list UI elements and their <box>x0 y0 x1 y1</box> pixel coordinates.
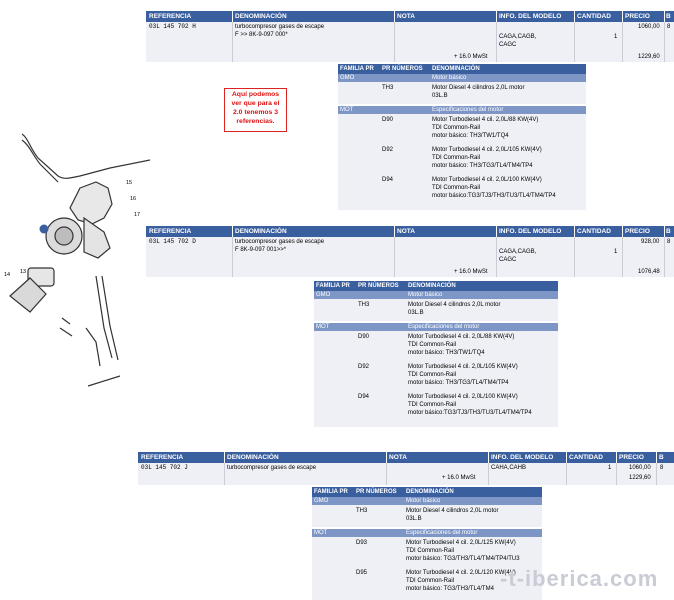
col-referencia: REFERENCIA <box>149 13 192 20</box>
reference-number[interactable]: 03L 145 702 J <box>141 464 188 471</box>
pr-desc: motor básico:TG3/TJ3/TH3/TU3/TL4/TM4/TP4 <box>432 193 556 199</box>
pr-desc: motor básico: TH3/TW1/TQ4 <box>432 133 509 139</box>
family-gmo: GMO <box>316 292 331 298</box>
table1-engine-subtable <box>338 64 586 210</box>
col-familia-pr: FAMILIA PR <box>316 283 350 289</box>
band-title: Motor básico <box>406 498 441 504</box>
price-total: 1229,60 <box>638 54 660 60</box>
pr-desc: TDI Common-Rail <box>408 342 457 348</box>
pr-code: D94 <box>382 177 394 183</box>
pr-desc: 03L.B <box>432 93 448 99</box>
model-info: CAHA,CAHB <box>491 465 527 471</box>
quantity: 1 <box>614 249 618 255</box>
table2-engine-subtable <box>314 281 558 427</box>
pr-desc: TDI Common-Rail <box>408 402 457 408</box>
col-b: B <box>666 13 671 20</box>
reference-number[interactable]: 03L 145 702 H <box>149 23 196 30</box>
col-denominacion: DENOMINACIÓN <box>227 454 279 461</box>
price: 1060,00 <box>629 465 651 471</box>
col-familia-pr: FAMILIA PR <box>340 66 374 72</box>
table2-header <box>146 226 674 237</box>
pr-desc: motor básico: TG3/TH3/TL4/TM4/TP4/TU3 <box>406 556 520 562</box>
col-pr-numeros: PR NÚMEROS <box>356 489 397 495</box>
denomination: turbocompresor gases de escape <box>235 24 325 30</box>
model-info: CAGA,CAGB, <box>499 249 537 255</box>
turbocharger-exploded-diagram <box>0 128 150 390</box>
family-mot: MOT <box>340 107 354 113</box>
col-nota: NOTA <box>397 228 415 235</box>
b-flag: 8 <box>667 239 671 245</box>
col-cantidad: CANTIDAD <box>569 454 603 461</box>
pr-code: TH3 <box>356 508 368 514</box>
model-info: CAGC <box>499 257 517 263</box>
denomination-note: F 8K-9-097 001>>* <box>235 247 287 253</box>
family-mot: MOT <box>316 324 330 330</box>
tax-note: + 16.0 MwSt <box>454 269 488 275</box>
col-cantidad: CANTIDAD <box>577 228 611 235</box>
pr-desc: Motor Turbodiesel 4 cil. 2,0L/100 KW(4V) <box>432 177 542 183</box>
pr-code: D92 <box>382 147 394 153</box>
price-total: 1076,48 <box>638 269 660 275</box>
denomination: turbocompresor gases de escape <box>227 465 317 471</box>
pr-code: D93 <box>356 540 368 546</box>
pr-code: D90 <box>358 334 370 340</box>
price-total: 1229,60 <box>629 475 651 481</box>
col-denominacion: DENOMINACIÓN <box>235 13 287 20</box>
quantity: 1 <box>614 34 618 40</box>
pr-code: TH3 <box>382 85 394 91</box>
band-title: Motor básico <box>408 292 443 298</box>
watermark: -t-iberica.com <box>500 566 659 591</box>
col-pr-numeros: PR NÚMEROS <box>382 66 423 72</box>
price: 1060,00 <box>638 24 660 30</box>
pr-code: TH3 <box>358 302 370 308</box>
callout-line: Aquí podemos <box>231 91 280 98</box>
pr-desc: Motor Turbodiesel 4 cil. 2,0L/105 KW(4V) <box>408 364 518 370</box>
quantity: 1 <box>608 465 612 471</box>
col-denominacion: DENOMINACIÓN <box>235 228 287 235</box>
tax-note: + 16.0 MwSt <box>442 475 476 481</box>
diagram-label-13: 13 <box>20 269 27 275</box>
pr-desc: Motor Turbodiesel 4 cil. 2,0L/120 KW(4V) <box>406 570 516 576</box>
diagram-label-14: 14 <box>4 272 11 278</box>
col-b: B <box>666 228 671 235</box>
table3-row[interactable] <box>138 463 674 485</box>
col-precio: PRECIO <box>619 454 644 461</box>
pr-code: D95 <box>356 570 368 576</box>
pr-desc: Motor Turbodiesel 4 cil. 2,0L/100 KW(4V) <box>408 394 518 400</box>
pr-desc: Motor Diesel 4 cilindros 2,0L motor <box>432 85 525 91</box>
col-pr-numeros: PR NÚMEROS <box>358 283 399 289</box>
col-referencia: REFERENCIA <box>141 454 184 461</box>
pr-code: D92 <box>358 364 370 370</box>
pr-desc: motor básico: TG3/TH3/TL4/TM4 <box>406 586 494 592</box>
col-referencia: REFERENCIA <box>149 228 192 235</box>
col-cantidad: CANTIDAD <box>577 13 611 20</box>
pr-desc: motor básico:TG3/TJ3/TH3/TU3/TL4/TM4/TP4 <box>408 410 532 416</box>
diagram-label-17: 17 <box>134 212 141 218</box>
table1-header <box>146 11 674 22</box>
pr-desc: motor básico: TH3/TG3/TL4/TM4/TP4 <box>408 380 509 386</box>
model-info: CAGA,CAGB, <box>499 34 537 40</box>
table3-header <box>138 452 674 463</box>
col-denominacion: DENOMINACIÓN <box>408 283 456 289</box>
col-precio: PRECIO <box>625 228 650 235</box>
family-gmo: GMO <box>340 75 355 81</box>
col-denominacion: DENOMINACIÓN <box>432 66 480 72</box>
annotation-callout <box>224 88 287 132</box>
col-info-modelo: INFO. DEL MODELO <box>491 454 554 461</box>
pr-desc: TDI Common-Rail <box>432 125 481 131</box>
reference-number[interactable]: 03L 145 702 D <box>149 238 196 245</box>
pr-desc: TDI Common-Rail <box>408 372 457 378</box>
pr-desc: TDI Common-Rail <box>432 185 481 191</box>
model-info: CAGC <box>499 42 517 48</box>
band-title: Especificaciones del motor <box>406 530 478 536</box>
callout-line: referencias. <box>236 118 275 125</box>
col-nota: NOTA <box>389 454 407 461</box>
pr-desc: TDI Common-Rail <box>406 548 455 554</box>
b-flag: 8 <box>660 465 664 471</box>
tax-note: + 16.0 MwSt <box>454 54 488 60</box>
col-denominacion: DENOMINACIÓN <box>406 489 454 495</box>
col-precio: PRECIO <box>625 13 650 20</box>
pr-desc: Motor Diesel 4 cilindros 2,0L motor <box>406 508 499 514</box>
pr-desc: motor básico: TH3/TW1/TQ4 <box>408 350 485 356</box>
pr-desc: 03L.B <box>408 310 424 316</box>
family-mot: MOT <box>314 530 328 536</box>
pr-desc: TDI Common-Rail <box>432 155 481 161</box>
col-b: B <box>659 454 664 461</box>
table2-row[interactable] <box>146 237 674 277</box>
family-gmo: GMO <box>314 498 329 504</box>
pr-desc: TDI Common-Rail <box>406 578 455 584</box>
pr-desc: Motor Turbodiesel 4 cil. 2,0L/88 KW(4V) <box>408 334 515 340</box>
band-title: Especificaciones del motor <box>408 324 480 330</box>
pr-code: D94 <box>358 394 370 400</box>
col-info-modelo: INFO. DEL MODELO <box>499 228 562 235</box>
diagram-label-16: 16 <box>130 196 137 202</box>
table1-row[interactable] <box>146 22 674 62</box>
pr-desc: motor básico: TH3/TG3/TL4/TM4/TP4 <box>432 163 533 169</box>
pr-desc: Motor Turbodiesel 4 cil. 2,0L/125 KW(4V) <box>406 540 516 546</box>
callout-line: 2.0 tenemos 3 <box>233 109 278 116</box>
pr-desc: Motor Diesel 4 cilindros 2,0L motor <box>408 302 501 308</box>
price: 928,00 <box>641 239 660 245</box>
pr-desc: Motor Turbodiesel 4 cil. 2,0L/88 KW(4V) <box>432 117 539 123</box>
band-title: Motor básico <box>432 75 467 81</box>
callout-line: ver que para el <box>231 100 280 107</box>
diagram-label-15: 15 <box>126 180 133 186</box>
pr-code: D90 <box>382 117 394 123</box>
pr-desc: 03L.B <box>406 516 422 522</box>
callout-marker-icon <box>40 225 49 234</box>
pr-desc: Motor Turbodiesel 4 cil. 2,0L/105 KW(4V) <box>432 147 542 153</box>
col-nota: NOTA <box>397 13 415 20</box>
denomination-note: F >> 8K-9-097 000* <box>235 32 288 38</box>
denomination: turbocompresor gases de escape <box>235 239 325 245</box>
col-info-modelo: INFO. DEL MODELO <box>499 13 562 20</box>
col-familia-pr: FAMILIA PR <box>314 489 348 495</box>
band-title: Especificaciones del motor <box>432 107 504 113</box>
b-flag: 8 <box>667 24 671 30</box>
